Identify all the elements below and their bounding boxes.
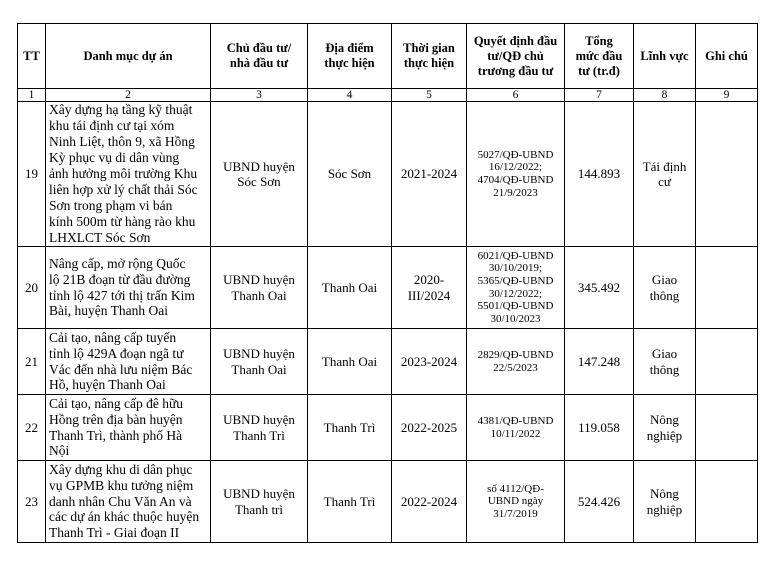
header-location: Địa điểm thực hiện xyxy=(308,24,392,89)
header-note: Ghi chú xyxy=(696,24,758,89)
row-note xyxy=(696,461,758,543)
row-field: Nông nghiệp xyxy=(634,395,696,461)
row-total: 524.426 xyxy=(565,461,634,543)
row-total: 147.248 xyxy=(565,329,634,395)
header-field: Lĩnh vực xyxy=(634,24,696,89)
row-total: 345.492 xyxy=(565,247,634,329)
column-number: 5 xyxy=(392,89,467,102)
row-location: Thanh Oai xyxy=(308,329,392,395)
column-number: 1 xyxy=(18,89,46,102)
header-decision: Quyết định đầu tư/QĐ chủ trương đầu tư xyxy=(467,24,565,89)
column-number: 8 xyxy=(634,89,696,102)
row-field: Giao thông xyxy=(634,329,696,395)
row-investor: UBND huyện Thanh Oai xyxy=(211,329,308,395)
table-row xyxy=(18,247,758,329)
row-decision: 4381/QĐ-UBND 10/11/2022 xyxy=(467,395,565,461)
row-field: Tái định cư xyxy=(634,102,696,247)
project-table xyxy=(17,23,758,543)
table-row xyxy=(18,102,758,247)
row-project-name: Xây dựng hạ tầng kỹ thuật khu tái định cư tại xóm Ninh Liệt, thôn 9, xã Hồng Kỳ phục vụ di dân vùng ảnh hưởng môi trường Khu liên hợp xử lý chất thải Sóc Sơn trong phạm vi bán kính 500m từ hàng rào khu LHXLCT Sóc Sơn xyxy=(46,102,211,247)
row-decision: số 4112/QĐ- UBND ngày 31/7/2019 xyxy=(467,461,565,543)
table-row xyxy=(18,329,758,395)
row-period: 2022-2024 xyxy=(392,461,467,543)
column-number: 2 xyxy=(46,89,211,102)
header-tt: TT xyxy=(18,24,46,89)
header-period: Thời gian thực hiện xyxy=(392,24,467,89)
header-investor: Chủ đầu tư/ nhà đầu tư xyxy=(211,24,308,89)
row-period: 2022-2025 xyxy=(392,395,467,461)
row-total: 119.058 xyxy=(565,395,634,461)
row-tt: 19 xyxy=(18,102,46,247)
row-location: Thanh Trì xyxy=(308,461,392,543)
header-row xyxy=(18,24,758,89)
row-note xyxy=(696,102,758,247)
row-decision: 6021/QĐ-UBND 30/10/2019; 5365/QĐ-UBND 30/12/2022; 5501/QĐ-UBND 30/10/2023 xyxy=(467,247,565,329)
row-field: Nông nghiệp xyxy=(634,461,696,543)
row-decision: 2829/QĐ-UBND 22/5/2023 xyxy=(467,329,565,395)
column-number: 6 xyxy=(467,89,565,102)
column-number: 7 xyxy=(565,89,634,102)
row-investor: UBND huyện Thanh trì xyxy=(211,461,308,543)
row-project-name: Cải tạo, nâng cấp tuyến tỉnh lộ 429A đoạn ngã tư Vác đến nhà lưu niệm Bác Hồ, huyện Thanh Oai xyxy=(46,329,211,395)
header-project-name: Danh mục dự án xyxy=(46,24,211,89)
row-tt: 21 xyxy=(18,329,46,395)
row-location: Thanh Oai xyxy=(308,247,392,329)
row-period: 2023-2024 xyxy=(392,329,467,395)
row-period: 2021-2024 xyxy=(392,102,467,247)
row-investor: UBND huyện Thanh Trì xyxy=(211,395,308,461)
row-project-name: Nâng cấp, mở rộng Quốc lộ 21B đoạn từ đầu đường tỉnh lộ 427 tới thị trấn Kim Bài, huyện Thanh Oai xyxy=(46,247,211,329)
column-number: 9 xyxy=(696,89,758,102)
row-note xyxy=(696,329,758,395)
row-note xyxy=(696,395,758,461)
row-note xyxy=(696,247,758,329)
row-period: 2020- III/2024 xyxy=(392,247,467,329)
row-location: Sóc Sơn xyxy=(308,102,392,247)
row-investor: UBND huyện Sóc Sơn xyxy=(211,102,308,247)
row-investor: UBND huyện Thanh Oai xyxy=(211,247,308,329)
row-decision: 5027/QĐ-UBND 16/12/2022; 4704/QĐ-UBND 21/9/2023 xyxy=(467,102,565,247)
row-tt: 22 xyxy=(18,395,46,461)
row-tt: 20 xyxy=(18,247,46,329)
row-project-name: Xây dựng khu di dân phục vụ GPMB khu tưởng niệm danh nhân Chu Văn An và các dự án khác thuộc huyện Thanh Trì - Giai đoạn II xyxy=(46,461,211,543)
column-number: 4 xyxy=(308,89,392,102)
table-row xyxy=(18,461,758,543)
column-number-row xyxy=(18,89,758,102)
header-total: Tổng mức đầu tư (tr.đ) xyxy=(565,24,634,89)
table-row xyxy=(18,395,758,461)
row-tt: 23 xyxy=(18,461,46,543)
row-total: 144.893 xyxy=(565,102,634,247)
row-location: Thanh Trì xyxy=(308,395,392,461)
row-field: Giao thông xyxy=(634,247,696,329)
row-project-name: Cải tạo, nâng cấp đê hữu Hồng trên địa bàn huyện Thanh Trì, thành phố Hà Nội xyxy=(46,395,211,461)
column-number: 3 xyxy=(211,89,308,102)
